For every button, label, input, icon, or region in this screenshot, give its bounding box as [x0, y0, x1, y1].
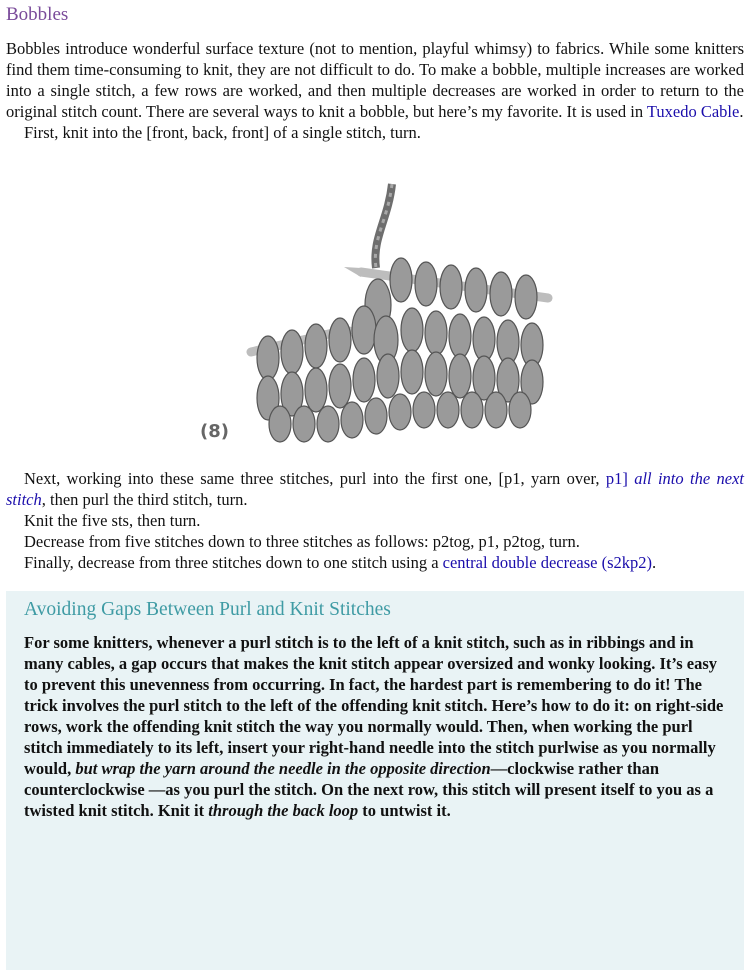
- intro-section: [6, 38, 744, 143]
- intro-paragraph: [6, 38, 744, 122]
- knitting-diagram: [196, 180, 556, 446]
- bobble-illustration: [196, 180, 556, 446]
- sidebar-emphasis-1: but wrap the yarn around the needle in the opposite direction: [75, 759, 491, 778]
- figure-label: (8): [200, 421, 229, 442]
- section-heading: Bobbles: [6, 4, 69, 25]
- step-5-text: Finally, decrease from three stitches down to one stitch using a: [24, 553, 443, 572]
- step-5-period: .: [652, 553, 657, 572]
- steps-section: [6, 468, 744, 573]
- intro-period: .: [739, 102, 744, 121]
- sidebar-text-3: to untwist it.: [358, 801, 451, 820]
- central-double-decrease-link[interactable]: central double decrease (s2kp2): [442, 553, 653, 572]
- sidebar-text-2: —clockwise rather than counterclockwise —as you purl the stitch. On the next row, this stitch will present itself to you as a twisted knit stitch. Knit it: [24, 759, 714, 820]
- sidebar-emphasis-2: through the back loop: [208, 801, 359, 820]
- step-5-paragraph: [6, 552, 744, 573]
- step-2-text: Next, working into these same three stitches, purl into the first one, [p1, yarn over,: [24, 469, 606, 488]
- p1-link[interactable]: p1]: [605, 469, 628, 488]
- step-1-text: First, knit into the [front, back, front] of a single stitch, turn.: [24, 123, 421, 142]
- step-2-paragraph: [6, 468, 744, 510]
- step-4-text: Decrease from five stitches down to three stitches as follows: p2tog, p1, p2tog, turn.: [24, 532, 580, 551]
- sidebar-body: [24, 632, 724, 821]
- step-2-text-end: , then purl the third stitch, turn.: [41, 490, 248, 509]
- sidebar-text-1: For some knitters, whenever a purl stitch is to the left of a knit stitch, such as in ribbings and in many cables, a gap occurs that makes the knit stitch appear oversized and wonky looking. It’s easy to prevent this unevenness from occurring. In fact, the hardest part is remembering to do it! The trick involves the purl stitch to the left of the offending knit stitch. Here’s how to do it: on right-side rows, work the offending knit stitch the way you normally would. Then, when working the purl stitch immediately to its left, insert your right-hand needle into the stitch purlwise as you normally would,: [24, 633, 724, 778]
- next-stitch-link[interactable]: all into the next stitch: [6, 469, 744, 509]
- sidebar-title: Avoiding Gaps Between Purl and Knit Stitches: [24, 599, 391, 620]
- intro-text: Bobbles introduce wonderful surface texture (not to mention, playful whimsy) to fabrics. While some knitters find them time-consuming to knit, they are not difficult to do. To make a bobble, multiple increases are worked into a single stitch, a few rows are worked, and then multiple decreases are worked in order to return to the original stitch count. There are several ways to knit a bobble, but here’s my favorite. It is used in: [6, 39, 744, 121]
- tip-sidebar: [6, 591, 744, 970]
- tuxedo-cable-link[interactable]: Tuxedo Cable: [646, 102, 740, 121]
- step-3-text: Knit the five sts, then turn.: [24, 511, 201, 530]
- knit-fabric: [257, 258, 543, 442]
- upper-needle-tip: [344, 267, 361, 277]
